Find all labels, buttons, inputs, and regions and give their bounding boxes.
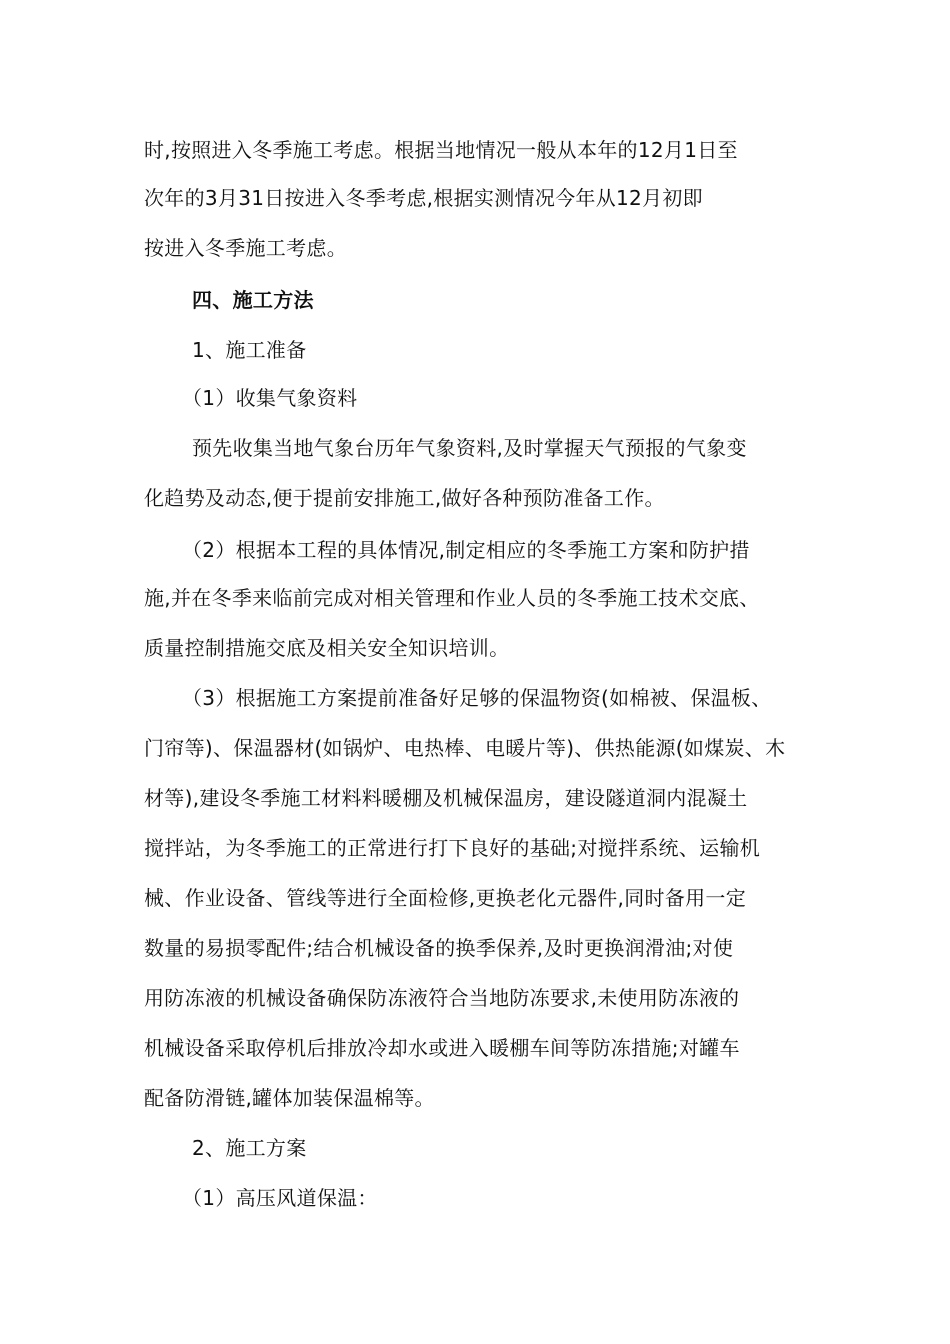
subsection-heading: 1、施工准备 (192, 338, 307, 362)
item-heading: （1）收集气象资料 (182, 386, 358, 410)
text-line: 质量控制措施交底及相关安全知识培训。 (144, 636, 510, 660)
text-line: （2）根据本工程的具体情况,制定相应的冬季施工方案和防护措 (182, 538, 750, 562)
text-line: 配备防滑链,罐体加装保温棉等。 (144, 1086, 435, 1110)
text-line: 次年的3月31日按进入冬季考虑,根据实测情况今年从12月初即 (144, 186, 703, 210)
text-line: 预先收集当地气象台历年气象资料,及时掌握天气预报的气象变 (192, 436, 747, 460)
item-heading: （1）高压风道保温： (182, 1186, 378, 1210)
text-line: 门帘等)、保温器材(如锅炉、电热棒、电暖片等)、供热能源(如煤炭、木 (144, 736, 786, 760)
subsection-heading: 2、施工方案 (192, 1136, 307, 1160)
section-heading: 四、施工方法 (192, 288, 314, 312)
text-line: 时,按照进入冬季施工考虑。根据当地情况一般从本年的12月1日至 (144, 138, 738, 162)
text-line: 机械设备采取停机后排放冷却水或进入暖棚车间等防冻措施;对罐车 (144, 1036, 740, 1060)
text-line: 搅拌站，为冬季施工的正常进行打下良好的基础;对搅拌系统、运输机 (144, 836, 761, 860)
text-line: 按进入冬季施工考虑。 (144, 236, 347, 260)
text-line: 械、作业设备、管线等进行全面检修,更换老化元器件,同时备用一定 (144, 886, 747, 910)
text-line: 化趋势及动态,便于提前安排施工,做好各种预防准备工作。 (144, 486, 665, 510)
text-line: 用防冻液的机械设备确保防冻液符合当地防冻要求,未使用防冻液的 (144, 986, 740, 1010)
text-line: 施,并在冬季来临前完成对相关管理和作业人员的冬季施工技术交底、 (144, 586, 760, 610)
text-line: 材等),建设冬季施工材料料暖棚及机械保温房，建设隧道洞内混凝土 (144, 786, 748, 810)
text-line: 数量的易损零配件;结合机械设备的换季保养,及时更换润滑油;对使 (144, 936, 734, 960)
text-line: （3）根据施工方案提前准备好足够的保温物资(如棉被、保温板、 (182, 686, 772, 710)
